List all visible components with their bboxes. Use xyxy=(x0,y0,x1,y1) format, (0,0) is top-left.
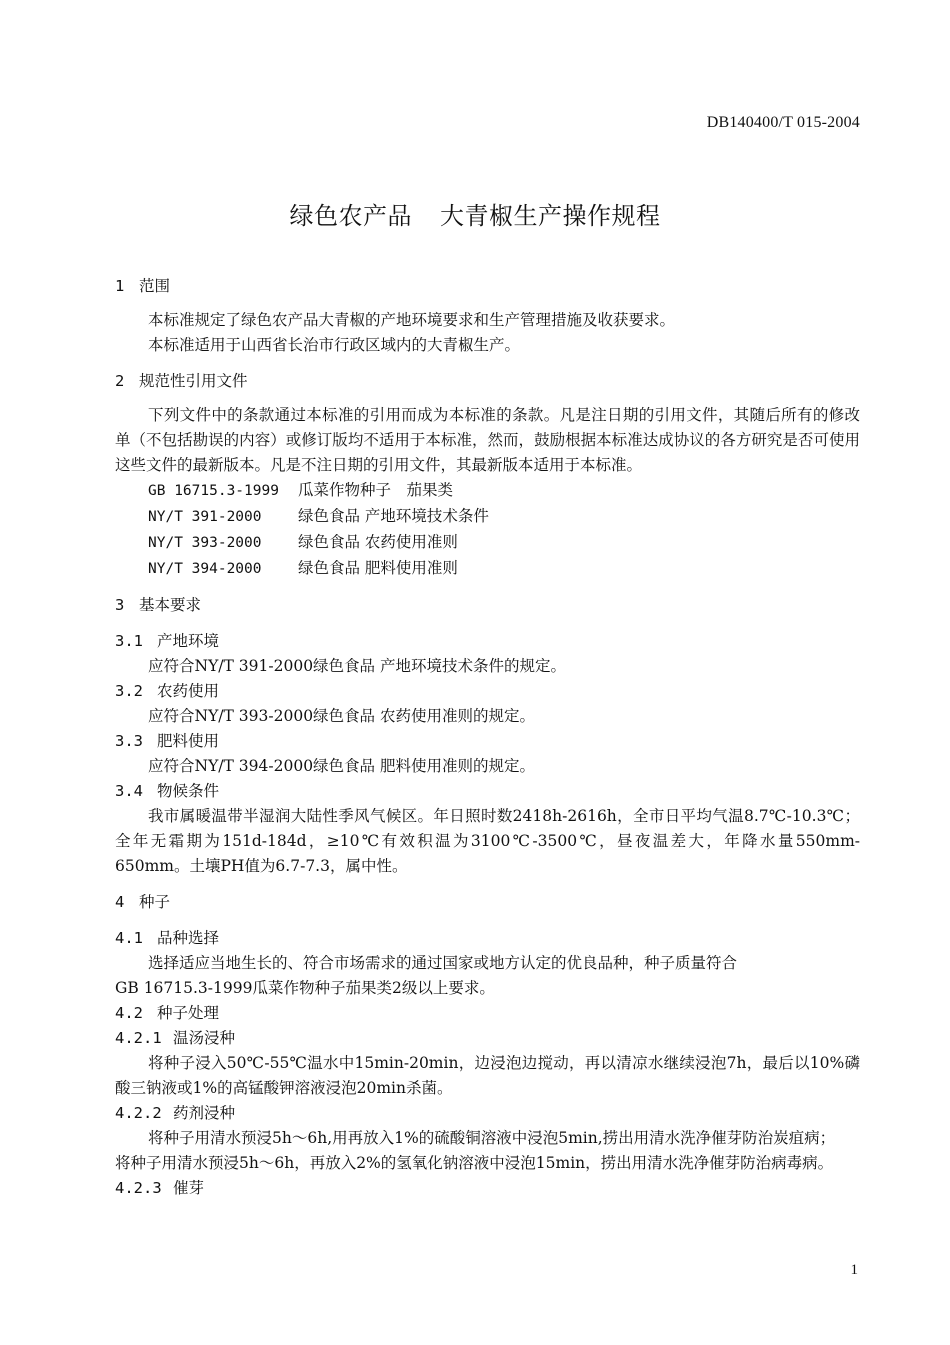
reference-item xyxy=(115,556,860,582)
section-heading-4 xyxy=(115,890,860,915)
section-heading-3 xyxy=(115,593,860,618)
document-title xyxy=(0,196,950,231)
subsubsection-heading-4-2-1 xyxy=(115,1026,860,1051)
reference-item xyxy=(115,530,860,556)
paragraph: 应符合NY/T 391-2000绿色食品 产地环境技术条件的规定。 xyxy=(148,657,566,675)
subsubsection-number: 4.2.1 xyxy=(115,1029,162,1047)
section-title: 范围 xyxy=(139,277,171,295)
subsection-heading-3-1 xyxy=(115,629,860,654)
paragraph: 将种子用清水预浸5h～6h,用再放入1%的硫酸铜溶液中浸泡5min,捞出用清水洗净催芽防治炭疽病； xyxy=(148,1129,836,1147)
subsubsection-title: 温汤浸种 xyxy=(173,1029,236,1047)
subsubsection-number: 4.2.3 xyxy=(115,1179,162,1197)
subsection-heading-3-2 xyxy=(115,679,860,704)
subsection-number: 3.1 xyxy=(115,632,143,650)
subsubsection-heading-4-2-2 xyxy=(115,1101,860,1126)
subsubsection-title: 药剂浸种 xyxy=(173,1104,236,1122)
reference-name: 瓜菜作物种子 茄果类 xyxy=(298,481,454,499)
subsection-title: 产地环境 xyxy=(157,632,220,650)
subsection-title: 品种选择 xyxy=(157,929,220,947)
subsection-title: 物候条件 xyxy=(157,782,220,800)
paragraph: 本标准适用于山西省长治市行政区域内的大青椒生产。 xyxy=(148,336,521,354)
reference-code: GB 16715.3-1999 xyxy=(148,483,279,499)
paragraph: 本标准规定了绿色农产品大青椒的产地环境要求和生产管理措施及收获要求。 xyxy=(148,311,676,329)
subsubsection-title: 催芽 xyxy=(173,1179,205,1197)
reference-item xyxy=(115,478,860,504)
section-title: 基本要求 xyxy=(139,596,202,614)
subsubsection-number: 4.2.2 xyxy=(115,1104,162,1122)
subsubsection-heading-4-2-3 xyxy=(115,1176,860,1201)
reference-item xyxy=(115,504,860,530)
paragraph: 应符合NY/T 394-2000绿色食品 肥料使用准则的规定。 xyxy=(148,757,535,775)
subsection-heading-4-2 xyxy=(115,1001,860,1026)
reference-name: 绿色食品 农药使用准则 xyxy=(298,533,458,551)
subsection-title: 肥料使用 xyxy=(157,732,220,750)
reference-code: NY/T 393-2000 xyxy=(148,535,262,551)
reference-code: NY/T 394-2000 xyxy=(148,561,262,577)
document-body xyxy=(115,274,860,1201)
title-part2: 大青椒生产操作规程 xyxy=(440,202,661,230)
paragraph: 下列文件中的条款通过本标准的引用而成为本标准的条款。凡是注日期的引用文件，其随后所有的修改单（不包括勘误的内容）或修订版均不适用于本标准，然而，鼓励根据本标准达成协议的各方研究是否可使用这些文件的最新版本。凡是不注日期的引用文件，其最新版本适用于本标准。 xyxy=(115,406,860,474)
subsection-heading-3-4 xyxy=(115,779,860,804)
reference-code: NY/T 391-2000 xyxy=(148,509,262,525)
paragraph: 将种子浸入50℃-55℃温水中15min-20min，边浸泡边搅动，再以清凉水继续浸泡7h，最后以10%磷酸三钠液或1%的高锰酸钾溶液浸泡20min杀菌。 xyxy=(115,1054,860,1097)
paragraph-continuation: GB 16715.3-1999瓜菜作物种子茄果类2级以上要求。 xyxy=(115,979,495,997)
subsection-number: 3.2 xyxy=(115,682,143,700)
section-title: 规范性引用文件 xyxy=(139,372,248,390)
subsection-number: 3.3 xyxy=(115,732,143,750)
title-part1: 绿色农产品 xyxy=(289,202,412,230)
subsection-number: 4.2 xyxy=(115,1004,143,1022)
reference-name: 绿色食品 肥料使用准则 xyxy=(298,559,458,577)
reference-name: 绿色食品 产地环境技术条件 xyxy=(298,507,489,525)
section-number: 2 xyxy=(115,372,125,390)
paragraph: 选择适应当地生长的、符合市场需求的通过国家或地方认定的优良品种，种子质量符合 xyxy=(148,954,738,972)
section-number: 1 xyxy=(115,277,125,295)
subsection-title: 农药使用 xyxy=(157,682,220,700)
paragraph: 我市属暖温带半湿润大陆性季风气候区。年日照时数2418h-2616h，全市日平均气温8.7℃-10.3℃；全年无霜期为151d-184d，≥10℃有效积温为3100℃-3500℃，昼夜温差大，年降水量550mm-650mm。土壤PH值为6.7-7.3，属中性。 xyxy=(115,807,860,875)
standard-code: DB140400/T 015-2004 xyxy=(706,114,860,131)
page-number: 1 xyxy=(850,1262,858,1278)
paragraph-continuation: 将种子用清水预浸5h～6h，再放入2%的氢氧化钠溶液中浸泡15min，捞出用清水洗净催芽防治病毒病。 xyxy=(115,1154,834,1172)
section-title: 种子 xyxy=(139,893,171,911)
subsection-heading-3-3 xyxy=(115,729,860,754)
section-number: 3 xyxy=(115,596,125,614)
subsection-heading-4-1 xyxy=(115,926,860,951)
subsection-title: 种子处理 xyxy=(157,1004,220,1022)
subsection-number: 4.1 xyxy=(115,929,143,947)
section-heading-1 xyxy=(115,274,860,299)
section-heading-2 xyxy=(115,369,860,394)
subsection-number: 3.4 xyxy=(115,782,143,800)
paragraph: 应符合NY/T 393-2000绿色食品 农药使用准则的规定。 xyxy=(148,707,535,725)
section-number: 4 xyxy=(115,893,125,911)
